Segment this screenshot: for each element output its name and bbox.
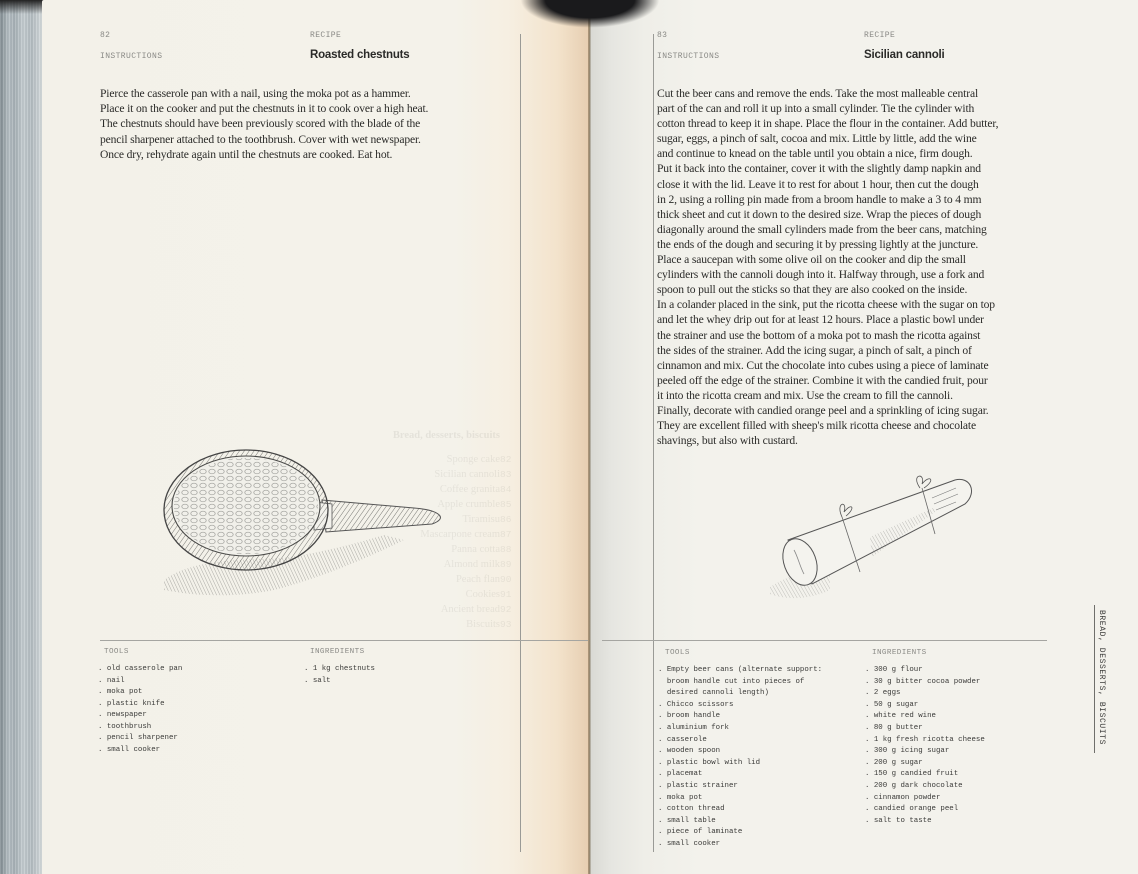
list-item: . salt — [304, 676, 331, 685]
list-item: . plastic bowl with lid — [658, 758, 761, 767]
list-item: . small cooker — [98, 745, 161, 754]
page-number: 83 — [657, 31, 668, 40]
list-item: . 1 kg chestnuts — [304, 665, 375, 673]
ingredients-heading: INGREDIENTS — [872, 649, 927, 657]
list-item: . 2 eggs — [865, 689, 901, 698]
left-page — [42, 0, 590, 874]
recipe-title: Sicilian cannoli — [864, 49, 945, 61]
section-label: RECIPE — [310, 31, 342, 40]
list-item: desired cannoli length) — [658, 689, 769, 698]
list-divider — [602, 640, 1047, 641]
column-rule — [520, 34, 521, 852]
chapter-tab-bar — [1094, 605, 1095, 753]
recipe-title: Roasted chestnuts — [310, 49, 410, 61]
list-item: . 200 g sugar — [865, 758, 923, 767]
tools-list — [658, 665, 822, 851]
chapter-side-tab: BREAD, DESSERTS, BISCUITS — [1097, 610, 1106, 746]
list-item: . 150 g candied fruit — [865, 770, 959, 779]
instructions-text: Cut the beer cans and remove the ends. Take the most malleable central part of the can and roll it up into a small cylinder. Tie the cylinder with cotton thread to keep it in shape. Place the flour in the container. Add butter, sugar, eggs, a pinch of salt, cocoa and mix. Little by little, add the wine and continue to knead on the table until you obtain a nice, firm dough. Put it back into the container, cover it with the slightly damp napkin and close it with the lid. Leave it to rest for about 1 hour, then cut the dough in 2, using a rolling pin made from a broom handle to make a 3 to 4 mm thick sheet and cut it down to the desired size. Wrap the pieces of dough diagonally around the small cylinders made from the beer cans, matching the ends of the dough and securing it by pressing lightly at the juncture. Place a saucepan with some olive oil on the cooker and dip the small cylinders with the cannoli dough into it. Halfway through, use a fork and spoon to pull out the sticks so that they are also cooked on the inside. In a colander placed in the sink, put the ricotta cheese with the sugar on top and let the whey drip out for at least 12 hours. Place a plastic bowl under the strainer and use the bottom of a moka pot to mash the ricotta against the sides of the strainer. Add the icing sugar, a pinch of salt, a pinch of cinnamon and mix. Cut the chocolate into cubes using a piece of laminate peeled off the edge of the strainer. Combine it with the candied fruit, pour it into the ricotta cream and mix. Use the cream to fill the cannoli. Finally, decorate with candied orange peel and a sprinkling of icing sugar. They are excellent filled with sheep's milk ricotta cheese and chocolate shavings, but also with custard. — [657, 87, 999, 448]
ingredients-list — [304, 664, 375, 687]
list-item: . salt to taste — [865, 816, 932, 825]
list-item: . cotton thread — [658, 805, 725, 814]
list-item: . 80 g butter — [865, 723, 923, 732]
column-label: INSTRUCTIONS — [657, 52, 720, 61]
list-item: . cinnamon powder — [865, 793, 941, 802]
list-item: . small table — [658, 816, 716, 825]
list-item: . moka pot — [658, 793, 703, 802]
ingredients-list — [865, 665, 985, 827]
frying-pan-illustration — [154, 440, 454, 605]
list-item: . old casserole pan — [98, 665, 183, 673]
book-gutter — [588, 18, 591, 874]
column-label: INSTRUCTIONS — [100, 52, 163, 61]
show-through-text: Sponge cake Sicilian cannoli Coffee granita Apple crumble Tiramisu Mascarpone cream Panna cotta Almond milk Peach flan Cookies Ancient bread Biscuits — [420, 454, 500, 630]
right-page — [590, 0, 1138, 874]
section-label: RECIPE — [864, 31, 896, 40]
list-item: . Chicco scissors — [658, 700, 734, 709]
list-item: broom handle cut into pieces of — [658, 677, 805, 686]
list-item: . aluminium fork — [658, 723, 729, 732]
list-item: . plastic knife — [98, 699, 165, 708]
list-item: . 50 g sugar — [865, 700, 919, 709]
list-item: . newspaper — [98, 711, 147, 720]
list-item: . piece of laminate — [658, 828, 743, 837]
list-item: . 1 kg fresh ricotta cheese — [865, 735, 985, 744]
list-item: . pencil sharpener — [98, 734, 178, 743]
list-item: . casserole — [658, 735, 707, 744]
list-item: . Empty beer cans (alternate support: — [658, 666, 823, 674]
list-item: . plastic strainer — [658, 781, 738, 790]
list-item: . 30 g bitter cocoa powder — [865, 677, 981, 686]
list-item: . 300 g flour — [865, 666, 923, 674]
page-number: 82 — [100, 31, 111, 40]
list-item: . white red wine — [865, 712, 936, 721]
show-through-text: Bread, desserts, biscuits — [392, 430, 500, 441]
list-item: . nail — [98, 676, 125, 685]
column-rule — [653, 34, 654, 852]
tools-heading: TOOLS — [665, 649, 690, 657]
tools-heading: TOOLS — [104, 648, 129, 656]
tools-list — [98, 664, 182, 756]
list-divider — [100, 640, 590, 641]
page-edges — [0, 0, 42, 874]
list-item: . 300 g icing sugar — [865, 747, 950, 756]
gutter-shadow — [520, 0, 660, 28]
cannoli-mold-illustration — [760, 462, 1000, 612]
instructions-text: Pierce the casserole pan with a nail, using the moka pot as a hammer. Place it on the cooker and put the chestnuts in it to cook over a high heat. The chestnuts should have been previously scored with the blade of the pencil sharpener attached to the toothbrush. Cover with wet newspaper. Once dry, rehydrate again until the chestnuts are cooked. Eat hot. — [100, 87, 429, 161]
list-item: . toothbrush — [98, 722, 152, 731]
list-item: . wooden spoon — [658, 747, 721, 756]
list-item: . placemat — [658, 770, 703, 779]
list-item: . 200 g dark chocolate — [865, 781, 963, 790]
list-item: . small cooker — [658, 839, 721, 848]
list-item: . candied orange peel — [865, 805, 959, 814]
list-item: . moka pot — [98, 688, 143, 697]
list-item: . broom handle — [658, 712, 721, 721]
show-through-numbers: 82 83 84 85 86 87 88 89 90 91 92 93 — [500, 454, 512, 630]
ingredients-heading: INGREDIENTS — [310, 648, 365, 656]
